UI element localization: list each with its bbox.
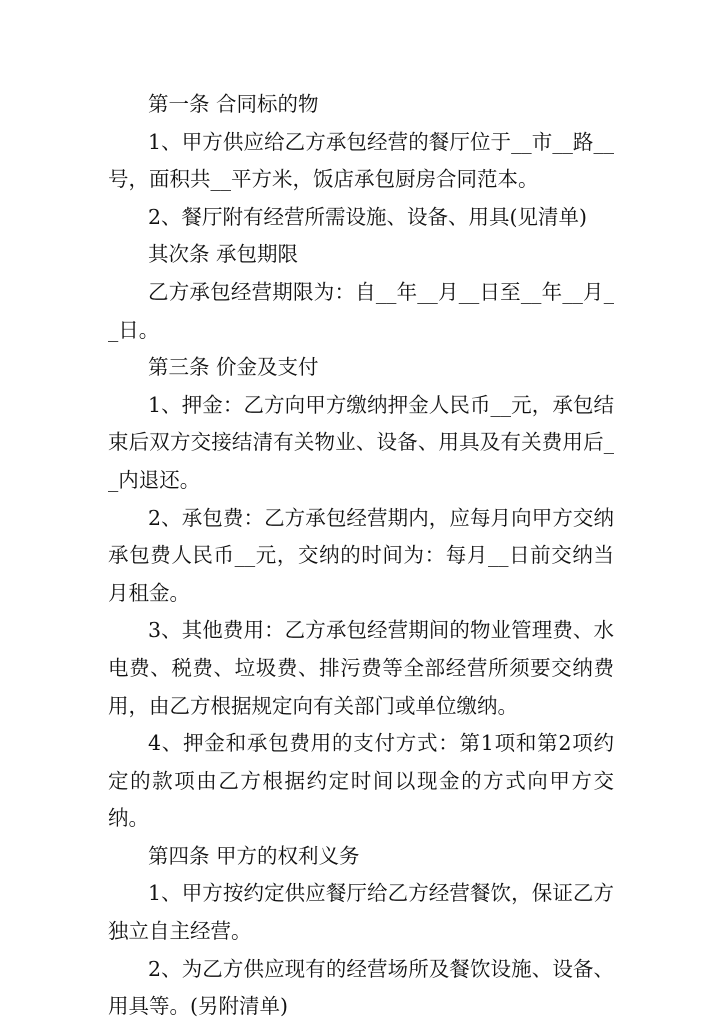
article-3-clause-3: 3、其他费用：乙方承包经营期间的物业管理费、水电费、税费、垃圾费、排污费等全部经营所须要交纳费用，由乙方根据规定向有关部门或单位缴纳。 <box>108 618 614 718</box>
article-1-clause-2: 2、餐厅附有经营所需设施、设备、用具(见清单) <box>148 204 588 229</box>
article-1-clause-1: 1、甲方供应给乙方承包经营的餐厅位于__市__路__号，面积共__平方米，饭店承包厨房合同范本。 <box>108 129 614 192</box>
article-1-heading: 第一条 合同标的物 <box>148 92 319 116</box>
article-2-heading: 其次条 承包期限 <box>148 242 299 267</box>
article-3-clause-2: 2、承包费：乙方承包经营期内，应每月向甲方交纳承包费人民币__元，交纳的时间为：每月__日前交纳当月租金。 <box>108 505 614 605</box>
article-2-clause: 乙方承包经营期限为：自__年__月__日至__年__月__日。 <box>108 279 614 342</box>
article-3-heading: 第三条 价金及支付 <box>148 355 319 380</box>
document-body <box>108 86 614 1026</box>
article-4-heading: 第四条 甲方的权利义务 <box>148 843 360 868</box>
article-3-clause-4: 4、押金和承包费用的支付方式：第1项和第2项约定的款项由乙方根据约定时间以现金的方式向甲方交纳。 <box>108 731 614 831</box>
article-4-clause-1: 1、甲方按约定供应餐厅给乙方经营餐饮，保证乙方独立自主经营。 <box>108 881 614 944</box>
article-3-clause-1: 1、押金：乙方向甲方缴纳押金人民币__元，承包结束后双方交接结清有关物业、设备、用具及有关费用后__内退还。 <box>108 392 614 492</box>
article-4-clause-2: 2、为乙方供应现有的经营场所及餐饮设施、设备、用具等。(另附清单) <box>108 956 614 1019</box>
